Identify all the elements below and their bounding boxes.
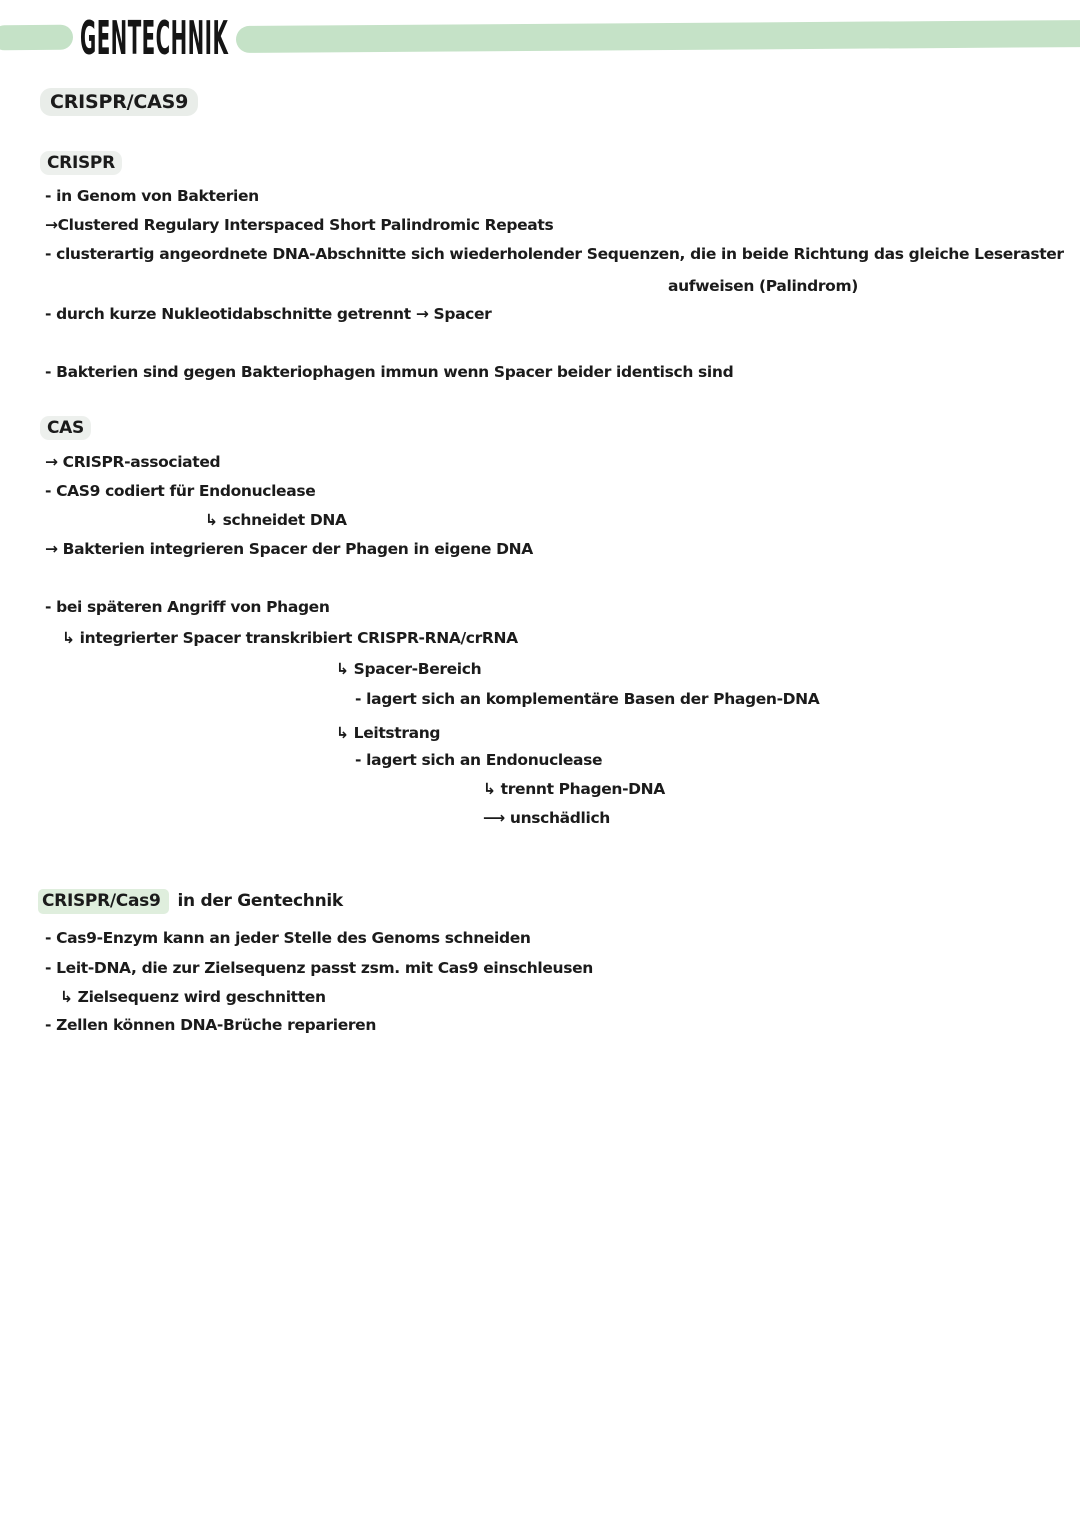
note-line: → CRISPR-associated xyxy=(45,453,221,471)
heading-highlight: CRISPR/Cas9 xyxy=(38,889,169,914)
note-line: - lagert sich an komplementäre Basen der Phagen-DNA xyxy=(355,690,820,708)
note-line: - Zellen können DNA-Brüche reparieren xyxy=(45,1016,377,1034)
page-title: GENTECHNIK xyxy=(80,11,229,66)
note-line: ↳ Zielsequenz wird geschnitten xyxy=(60,988,326,1006)
decorative-pill-right xyxy=(236,20,1080,53)
heading-rest: in der Gentechnik xyxy=(177,891,343,911)
section-heading-cas: CAS xyxy=(40,416,91,440)
note-line: ⟶ unschädlich xyxy=(483,809,610,827)
note-line: aufweisen (Palindrom) xyxy=(668,277,858,295)
section-heading-crispr: CRISPR xyxy=(40,151,122,175)
note-line: - durch kurze Nukleotidabschnitte getrennt → Spacer xyxy=(45,305,492,323)
note-line: - Cas9-Enzym kann an jeder Stelle des Genoms schneiden xyxy=(45,929,531,947)
note-line: - Bakterien sind gegen Bakteriophagen immun wenn Spacer beider identisch sind xyxy=(45,363,734,381)
note-line: ↳ integrierter Spacer transkribiert CRISPR-RNA/crRNA xyxy=(62,629,518,647)
decorative-pill-left xyxy=(0,25,73,51)
note-line: - Leit-DNA, die zur Zielsequenz passt zsm. mit Cas9 einschleusen xyxy=(45,959,593,977)
note-line: ↳ Spacer-Bereich xyxy=(336,660,482,678)
section-heading-gentechnik xyxy=(38,891,343,911)
note-line: - in Genom von Bakterien xyxy=(45,187,259,205)
note-line: ↳ Leitstrang xyxy=(336,724,441,742)
note-line: - bei späteren Angriff von Phagen xyxy=(45,598,330,616)
page-subtitle: CRISPR/CAS9 xyxy=(40,88,198,116)
note-line: ↳ trennt Phagen-DNA xyxy=(483,780,665,798)
note-line: → Bakterien integrieren Spacer der Phagen in eigene DNA xyxy=(45,540,533,558)
note-line: - lagert sich an Endonuclease xyxy=(355,751,603,769)
note-line: - CAS9 codiert für Endonuclease xyxy=(45,482,316,500)
note-line: - clusterartig angeordnete DNA-Abschnitte sich wiederholender Sequenzen, die in beide Richtung das gleiche Leseraster xyxy=(45,245,1064,263)
note-line: →Clustered Regulary Interspaced Short Palindromic Repeats xyxy=(45,216,554,234)
note-line: ↳ schneidet DNA xyxy=(205,511,347,529)
